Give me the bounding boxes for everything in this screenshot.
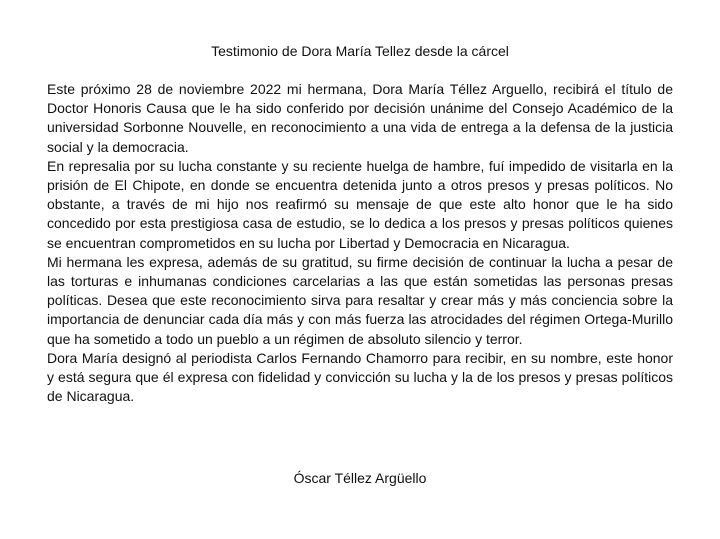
document-title: Testimonio de Dora María Tellez desde la cárcel bbox=[211, 43, 509, 59]
paragraph-4: Dora María designó al periodista Carlos Fernando Chamorro para recibir, en su nombre, este honor y está segura que él expresa con fidelidad y convicción su lucha y la de los presos y presas políticos de Nicaragua. bbox=[47, 349, 673, 405]
paragraph-3: Mi hermana les expresa, además de su gratitud, su firme decisión de continuar la lucha a pesar de las torturas e inhumanas condiciones carcelarias a las que están sometidas las personas presas políticas. Desea que este reconocimiento sirva para resaltar y crear más y más conciencia sobre la importancia de denunciar cada día más y con más fuerza las atrocidades del régimen Ortega-Murillo que ha sometido a todo un pueblo a un régimen de absoluto silencio y terror. bbox=[47, 253, 673, 347]
signature: Óscar Téllez Argüello bbox=[293, 470, 427, 486]
paragraph-2: En represalia por su lucha constante y su reciente huelga de hambre, fuí impedido de visitarla en la prisión de El Chipote, en donde se encuentra detenida junto a otros presos y presas políticos. No obstante, a través de mi hijo nos reafirmó su mensaje de que este alto honor que le ha sido concedido por esta prestigiosa casa de estudio, se lo dedica a los presos y presas políticos quienes se encuentran comprometidos en su lucha por Libertad y Democracia en Nicaragua. bbox=[47, 157, 673, 251]
paragraph-1: Este próximo 28 de noviembre 2022 mi hermana, Dora María Téllez Arguello, recibirá el título de Doctor Honoris Causa que le ha sido conferido por decisión unánime del Consejo Académico de la universidad Sorbonne Nouvelle, en reconocimiento a una vida de entrega a la defensa de la justicia social y la democracia. bbox=[47, 81, 673, 155]
document-body bbox=[47, 80, 673, 406]
